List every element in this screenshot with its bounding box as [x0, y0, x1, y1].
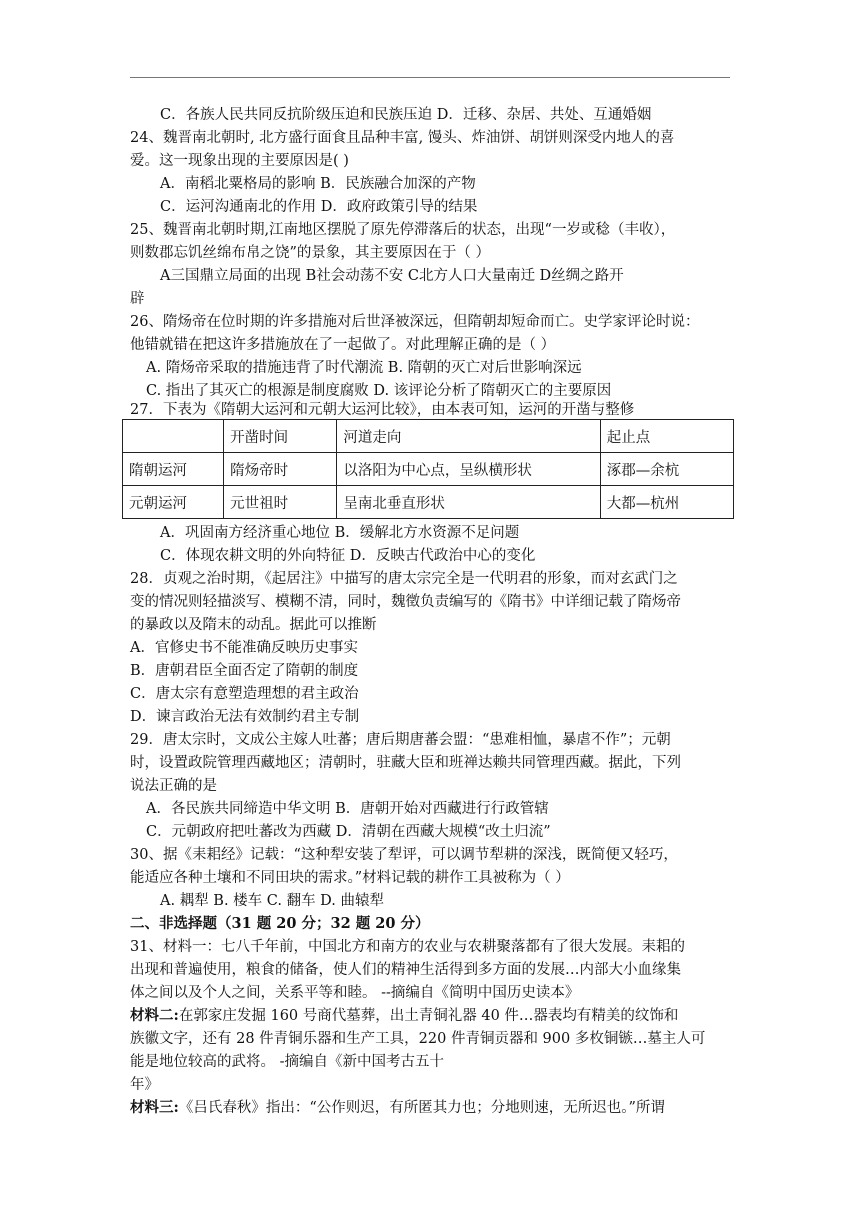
q29-stem-2: 时，设置政院管理西藏地区；清朝时，驻藏大臣和班禅达赖共同管理西藏。据此，下列	[130, 755, 681, 771]
q28-stem-1: 28．贞观之治时期，《起居注》中描写的唐太宗完全是一代明君的形象，而对玄武门之	[130, 571, 678, 587]
material2-label: 材料二:	[130, 1007, 179, 1024]
q29-options-cd: C．元朝政府把吐蕃改为西藏 D．清朝在西藏大规模“改土归流”	[146, 824, 551, 840]
q24-stem-1: 24、魏晋南北朝时, 北方盛行面食且品种丰富, 馒头、炸油饼、胡饼则深受内地人的喜	[130, 130, 675, 146]
section-two-heading: 二、非选择题（31 题 20 分；32 题 20 分）	[130, 915, 430, 932]
q28-option-b: B．唐朝君臣全面否定了隋朝的制度	[130, 663, 359, 679]
q28-option-c: C．唐太宗有意塑造理想的君主政治	[130, 686, 359, 702]
q24-stem-2: 爱。这一现象出现的主要原因是( )	[130, 153, 349, 169]
canal-comparison-table	[122, 419, 734, 519]
q31-material1-2: 出现和普遍使用，粮食的储备，使人们的精神生活得到多方面的发展…内部大小血缘集	[130, 962, 681, 978]
q25-stem-2: 则数郡忘饥丝绵布帛之饶”的景象，其主要原因在于（ ）	[130, 245, 491, 261]
table-cell: 呈南北垂直形状	[337, 486, 600, 519]
q25-stem-1: 25、魏晋南北朝时期,江南地区摆脱了原先停滞落后的状态，出现“一岁或稔（丰收），	[130, 222, 676, 238]
q27-options-cd: C．体现农耕文明的外向特征 D．反映古代政治中心的变化	[160, 548, 536, 564]
q31-material3-1	[130, 1096, 665, 1120]
q31-material2-4: 年》	[130, 1077, 159, 1093]
header-rule	[130, 77, 730, 78]
q29-stem-3: 说法正确的是	[130, 778, 217, 794]
table-cell: 隋朝运河	[123, 453, 224, 486]
q24-options-cd: C．运河沟通南北的作用 D．政府政策引导的结果	[160, 199, 478, 215]
q27-stem: 27．下表为《隋朝大运河和元朝大运河比较》，由本表可知，运河的开凿与整修	[130, 402, 635, 418]
q28-option-a: A．官修史书不能准确反映历史事实	[130, 640, 358, 656]
q25-options: A三国鼎立局面的出现 B社会动荡不安 C北方人口大量南迁 D丝绸之路开	[160, 268, 624, 284]
material3-label: 材料三:	[130, 1099, 179, 1116]
q28-option-d: D．谏言政治无法有效制约君主专制	[130, 709, 360, 725]
q30-options: A. 耦犁 B. 楼车 C. 翻车 D. 曲辕犁	[160, 893, 385, 909]
q30-stem-2: 能适应各种土壤和不同田块的需求。”材料记载的耕作工具被称为（ ）	[130, 870, 570, 886]
table-header-cell	[123, 420, 224, 453]
q31-material2-2: 族徽文字，还有 28 件青铜乐器和生产工具，220 件青铜贡器和 900 多枚铜镞…墓主人可	[130, 1031, 706, 1047]
table-header-row	[123, 420, 734, 453]
q28-stem-3: 的暴政以及隋末的动乱。据此可以推断	[130, 617, 377, 633]
q24-options-ab: A．南稻北粟格局的影响 B．民族融合加深的产物	[160, 176, 476, 192]
material3-text: 《吕氏春秋》指出：“公作则迟，有所匿其力也；分地则速，无所迟也。”所谓	[178, 1100, 665, 1116]
q30-stem-1: 30、据《耒耜经》记载：“这种犁安装了犁评，可以调节犁耕的深浅，既简便又轻巧，	[130, 847, 678, 863]
q25-options-wrap: 辟	[130, 291, 145, 307]
q26-stem-1: 26、隋炀帝在位时期的许多措施对后世泽被深远，但隋朝却短命而亡。史学家评论时说：	[130, 314, 700, 330]
table-cell: 涿郡—余杭	[600, 453, 733, 486]
table-cell: 隋炀帝时	[224, 453, 337, 486]
table-header-cell: 开凿时间	[224, 420, 337, 453]
q28-stem-2: 变的情况则轻描淡写、模糊不清，同时，魏徵负责编写的《隋书》中详细记载了隋炀帝	[130, 594, 681, 610]
table-cell: 大都—杭州	[600, 486, 733, 519]
table-cell: 以洛阳为中心点，呈纵横形状	[337, 453, 600, 486]
table-cell: 元世祖时	[224, 486, 337, 519]
q26-options-ab: A. 隋炀帝采取的措施违背了时代潮流 B. 隋朝的灭亡对后世影响深远	[146, 360, 582, 376]
q26-options-cd: C. 指出了其灭亡的根源是制度腐败 D. 该评论分析了隋朝灭亡的主要原因	[146, 383, 612, 399]
q31-material2-1	[130, 1004, 678, 1028]
table-cell: 元朝运河	[123, 486, 224, 519]
q26-stem-2: 他错就错在把这许多措施放在了一起做了。对此理解正确的是（ ）	[130, 337, 556, 353]
table-header-cell: 河道走向	[337, 420, 600, 453]
q29-options-ab: A．各民族共同缔造中华文明 B．唐朝开始对西藏进行行政管辖	[146, 801, 549, 817]
table-row	[123, 453, 734, 486]
q29-stem-1: 29．唐太宗时，文成公主嫁人吐蕃；唐后期唐蕃会盟：“患难相恤，暴虐不作”；元朝	[130, 732, 671, 748]
material2-text: 在郭家庄发掘 160 号商代墓葬，出土青铜礼器 40 件…器表均有精美的纹饰和	[178, 1008, 679, 1024]
q27-options-ab: A．巩固南方经济重心地位 B．缓解北方水资源不足问题	[160, 525, 520, 541]
q31-material1-3: 体之间以及个人之间，关系平等和睦。 --摘编自《简明中国历史读本》	[130, 985, 580, 1001]
q23-options-cd: C．各族人民共同反抗阶级压迫和民族压迫 D．迁移、杂居、共处、互通婚姻	[160, 107, 652, 123]
q31-material1-1: 31、材料一：七八千年前，中国北方和南方的农业与农耕聚落都有了很大发展。耒耜的	[130, 939, 685, 955]
table-header-cell: 起止点	[600, 420, 733, 453]
q31-material2-3: 能是地位较高的武将。 -摘编自《新中国考古五十	[130, 1054, 445, 1070]
table-row	[123, 486, 734, 519]
